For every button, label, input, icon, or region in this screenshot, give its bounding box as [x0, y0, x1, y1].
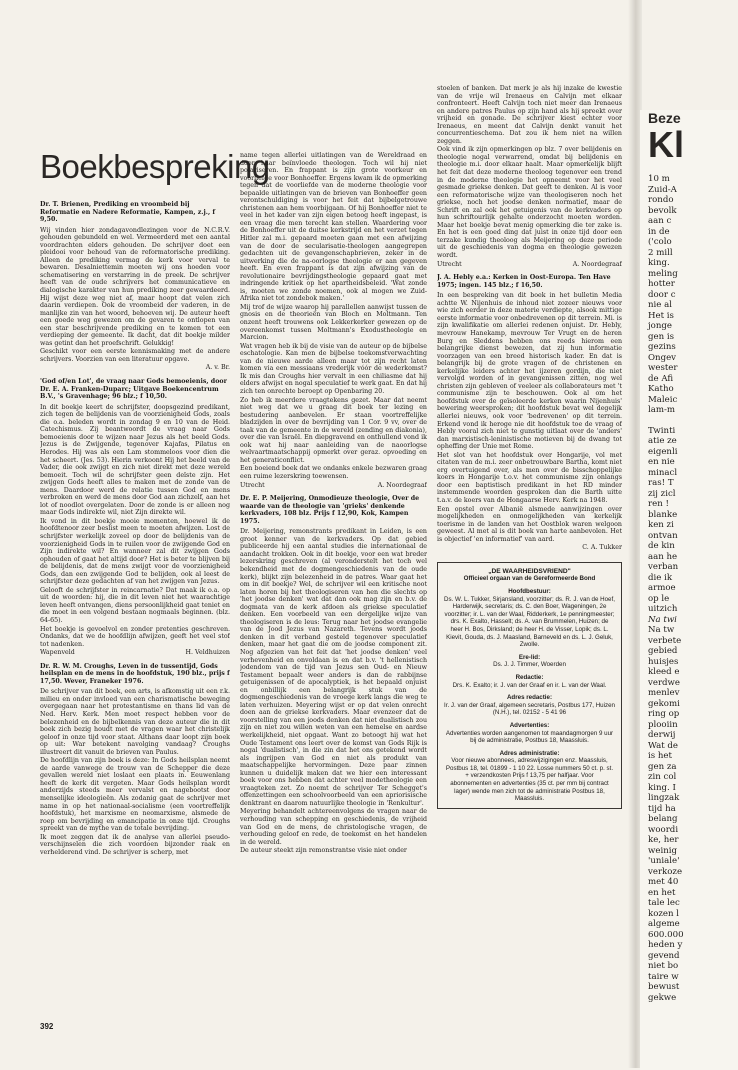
adjacent-text-line: verban: [648, 562, 679, 572]
adjacent-text-line: verbete: [648, 635, 682, 646]
paragraph: Geschikt voor een eerste kennismaking met de andere schrijvers. Voorzien van een literatuur opgave.: [40, 348, 230, 363]
paragraph: Dr. Meijering, remonstrants predikant in Leiden, is een groot kenner van de kerkvaders. Op dat gebied publiceerde hij een aantal studies die internationaal de aandacht trokken. Ook in dit boekje, voor een wat breder lezerskring geschreven (al veronderstelt het toch wel bekendheid met de dogmengeschiedenis van de oude kerk), blijkt zijn belezenheid in de patres. Waar gaat het om in dit boekje? Wel, de schrijver wil een kritische noot laten horen bij het theologiseren van hen die slechts op 'het joodse denken' wat dat dan ook mag zijn en b.v. de dogmata van de kerk afdoen als griekse speculatief denken. Een voorbeeld van een dergelijke wijze van theologiseren is de leus: Terug naar het joodse evangelie van de Jood Jezus van Nazareth. Tevens wordt joods denken in dit verband gesteld tegenover speculatief denken, maar het gaat die om de joodse component zit. Nog afgezien van het feit dat 'het joodse denken' veel verhevenheid en onvoldaan is en dat b.v. 't hellenistisch jodendom van de tijd van Jezus sen Oud- en Nieuw Testament bepaalt weer anders is dan de rabbijnse getuigenissen of de apocalyptiek, is het bepaald onjuist en onbillijk een belangrijk stuk van de dogmengeschiedenis van de vroege kerk langs die weg te laten verhuizen. Meyering wijst er op dat velen onrecht doen aan de griekse kerkvaders. Maar evenzeer dat de voorstelling van een joods denken dat niet dualistisch zou zijn en niet zou willen weten van een hemelse en aardse werkelijkheid, niet opgaat. Want zo betoogt hij wat het Oude Testament ons leert over de komst van Gods Rijk is nogal 'dualistisch', in die zin dat het ons getekend wordt als ingrijpen van God en niet als produkt van maatschappelijke hervormingen. Deze paar zinnen kunnen u duidelijk maken dat we hier een interessant boek voor ons hebben dat achter veel modetheologie een vraagteken zet. Zo noemt de schrijver Ter Schegget's offenzettingen een schoolvoorbeeld van een apriorisische denktrant en daarom natuurlijke theologie in 'Renkultur'.: [240, 528, 427, 807]
adjacent-text-line: aan c: [648, 216, 672, 226]
adjacent-text-line: ras! T: [648, 478, 674, 488]
adjacent-text-line: menlev: [648, 688, 680, 698]
adjacent-text-line: plooiin: [648, 719, 678, 730]
paragraph: Mij trof de wijze waarop hij parallellen aanwijst tussen de gnosis en de theorieën van Bloch en Moltmann. Ten onzent heeft trouwens ook Lekkerkerker gewezen op de overeenkomst tussen Moltmann's Exodustheologie en Marcion.: [240, 303, 427, 342]
paragraph: Ik vond in dit boekje mooie momenten, hoewel ik de hoofdtenoor zeer beslist meen te moeten afwijzen. Lost de schrijfster werkelijk zoveel op door de belijdenis van de voorzienigheid Gods in te ruilen voor de zwijgende God en Zijn indirekte wil? En wanneer zal dit zwijgen Gods ophouden of gaat het altijd door? Het is beter te blijven bij de belijdenis, dat de mens zwijgt voor de voorzienigheid Gods, dan een zwijgende God te belijden, ook al leest de schrijfster deze gedachten af van het zwijgen van Jezus.: [40, 517, 230, 586]
adjacent-text-line: armoe: [648, 583, 676, 593]
review-heading: Dr. R. W. M. Croughs, Leven in de tussentijd, Gods heilsplan en de mens in de hoofdstuk, 190 blz., prijs f 17,50. Wever, Franeker 1976.: [40, 662, 230, 685]
section-masthead: Boekbespreking: [40, 148, 270, 185]
paragraph: Een opstel over Albanië alsmede aanwijzingen over mogelijkheden en onmogelijkheden van kerkelijk toerisme in de landen van het Oostblok waren welgoon geweest. Al met al is dit boek van harte aanbevolen. Het is objectief 'en informatief' van aard.: [437, 505, 622, 543]
adjacent-text-line: en nie: [648, 457, 675, 467]
adjacent-text-line: tijd ha: [648, 803, 676, 814]
adjacent-text-line: huisjes: [648, 656, 679, 667]
adjacent-text-line: ring op: [648, 709, 680, 719]
paragraph: De schrijver van dit boek, een arts, is afkomstig uit een r.k. milieu en onder invloed van een charismatische beweging overgegaan naar het protestantisme en thans lid van de Ned. Herv. Kerk. Men moet respect hebben voor de belezenheid en de bijbelkennis van deze auteur die in dit boek zich bezig houdt met de vragen waar het christelijk geloof in onze tijd voor staat. Althans daar loopt zijn boek op uit: War betekent navolging vandaag? Croughs illustreert dit vanuit de brieven van Paulus.: [40, 688, 230, 756]
adjacent-text-line: lingzak: [648, 793, 680, 803]
review-heading: Dr. E. P. Meijering, Onmodieuze theologie, Over de waarde van de theologie van 'grieks' denkende kerkvaders, 108 blz. Prijs f 12,90, Kok, Kampen 1975.: [240, 495, 420, 525]
reviewer-signature: H. Veldhuizen: [185, 649, 230, 657]
adjacent-text-line: in de: [648, 226, 670, 237]
adjacent-text-line: zin col: [648, 772, 677, 782]
adjacent-text-line: 10 m: [648, 174, 670, 184]
column-2: [240, 152, 427, 1042]
adjacent-text-line: atie ze: [648, 436, 677, 446]
adjacent-text-line: gekomi: [648, 698, 680, 709]
adjacent-page-kicker: Beze: [648, 110, 681, 126]
paragraph: In dit boekje keert de schrijfster, doopsgezind predikant, zich tegen de belijdenis van de voorzienigheid Gods, zoals die o.a. beleden wordt in zondag 9 en 10 van de Heid. Catechismus. Zij beantwoordt de vraag naar Gods bemoeienis door te wijzen naar Jezus als het beeld Gods. Jezus is de Zwijgende, tegenover Kajafas, Pilatus en Herodes. Hij was als een Lam stommeloos voor dien die het scheert. (Jes. 53). Hierin verkoont Hij het beeld van de Vader, die ook zwijgt en zich niet direkt met deze wereld bemoeit. Toch wil de schrijfster geen deïste zijn. Het zwijgen Gods heeft alles te maken met de zonde van de mens. Daardoor werd de relatie tussen God en mens verbroken en werd de mens door God aan zichzelf, aan het lot of noodlot overgelaten. Door de zonde is er alleen nog maar Gods indirekte wil, niet Zijn direkte wil.: [40, 403, 230, 517]
adjacent-text-line: aan he: [648, 551, 678, 562]
colophon-section-text: Ir. J. van der Graaf, algemeen secretaris, Postbus 177, Huizen (N.H.), tel. 02152 - 5 41 96: [444, 701, 615, 717]
adjacent-text-line: kleed e: [648, 667, 680, 677]
adjacent-text-line: door c: [648, 289, 676, 300]
adjacent-text-line: bevolk: [648, 205, 677, 216]
adjacent-text-line: 2 mill: [648, 247, 673, 258]
colophon-section-text: Ds. J. J. Timmer, Woerden: [493, 661, 566, 669]
column-3: [437, 85, 622, 1035]
adjacent-text-line: meling: [648, 268, 678, 279]
adjacent-text-line: verkoze: [648, 866, 683, 877]
adjacent-text-line: ren !: [648, 499, 669, 509]
adjacent-text-line: en het: [648, 887, 676, 898]
adjacent-text-line: belang: [648, 814, 678, 824]
adjacent-text-line: Wat de: [648, 740, 678, 751]
colophon-section-text: Ds. W. L. Tukker, Sirjansland, voorzitter; ds. R. J. van de Hoef, Harderwijk, secretaris; ds. C. den Boer, Wageningen, 2e voorzitter; ir. L. van der Waal, Ridderkerk, 1e penningmeester; drs. K. Exalto, Hasselt; ds. A. van Brummelen, Huizen; de heer H. Bos, Dirksland; de heer H. de Visser, Lopik; ds. L. Kievit, Gouda, ds. J. Maasland, Barneveld en ds. L. J. Geluk, Zwolle.: [444, 595, 615, 649]
adjacent-text-line: hotter: [648, 279, 675, 289]
paragraph: In een bespreking van dit boek in het bulletin Media achtte W. Nijenhuis de inhoud niet zozeer nieuws voor wie zich eerder in deze materie verdiepte, alsook mittige eerste informatie voor onbedrevenen op dit terrein. Mi. is zijn kwalifikatie om allerlei redenen onjuist. Dr. Hebly, mevrouw Hanekamp, mevrouw Ter Vrugt en de heren Burg en Sleddens hebben ons reeds hierom een belangrijke dienst bewezen, dat zij hun informatie voorzagen van een breed historisch kader. En dat is belangrijk bij de grote vragen of de christenen en kerkelijke leiders achter het ijzeren gordijn, die niet vervolgd worden of in gevangenissen zitten, nog wel christen zijn gebleven of veeleer als collaborateurs met 't communisme zijn te beschouwen. Ook al om het hoofdstuk over de geïsoleerde kerken waarin Nijenhuis' bewering weersproken; dit hoofdstuk bevat wel degelijk allerlei nieuws, ook voor 'bedrevenen' op dit terrein. Erkend vond ik heroge nie dit hoofdstuk toe de vraag of Hebly vooral zich niet te gunstig uitlaat over de 'anders' dan marxistisch-leninistische motieven bij de dwang tot opheffing der Unie met Rome.: [437, 292, 622, 451]
adjacent-text-line: die ik: [648, 572, 673, 583]
paragraph: Gelooft de schrijfster in reincarnatie? Dat maak ik o.a. op uit de woorden: hij, die in dit leven niet het waarachtige leven heeft ontvangen, diens persoonlijkheid gaat teniet en die moet in een volgend bestaan nogmaals beginnen. (blz. 64-65).: [40, 586, 230, 624]
adjacent-text-line: zij zicl: [648, 488, 676, 499]
adjacent-text-line: king. I: [648, 782, 676, 793]
adjacent-page-column: [640, 110, 738, 1070]
adjacent-text-line: gezins: [648, 342, 676, 352]
adjacent-text-line: blanke: [648, 509, 678, 520]
colophon-section-heading: Adres administratie:: [499, 749, 560, 757]
reviewer-signature: A. v. Br.: [205, 364, 230, 372]
reviewer-signature: A. Noordegraaf: [377, 481, 427, 489]
adjacent-text-line: gen is: [648, 331, 675, 342]
adjacent-text-line: de Afi: [648, 373, 674, 384]
adjacent-text-line: niet bo: [648, 961, 679, 971]
paragraph: Wij vinden hier zondagavondlezingen voor de N.C.R.V. gehouden gebundeld en wel. Vermeerderd met een aantal voordrachten elders gehouden. De schrijver doet een pleidooi voor behoud van de reformatorische prediking. Alleen de prediking vermag de kerk voor verval te bewaren. Desalniettemin moeten wij ons hoeden voor schematisering en verstarring in de preek. De schrijver heeft van de oude schrijvers het communicatieve en dialogische karakter van hun prediking zeer gewaardeerd. Hij wijst deze weg niet af, maar hoopt dat velen zich daarin verdiepen. Ook de vroombeid der vaderen, in de manlijke zin van het woord, behoeven wij. De auteur heeft een goede weg gewezen om de gevaren te ontlopen van een star beschrijvende prediking en te komen tot een verdieping der gemeente. Ik dacht, dat dit boekje milder was getint dan het proefschrift. Gelukkig!: [40, 226, 230, 347]
adjacent-text-line: nie al: [648, 300, 672, 310]
adjacent-text-line: woordi: [648, 824, 679, 835]
paragraph: Het slot van het hoofdstuk over Hongarije, vol met citaten van de m.i. zeer onbetrouwbare Bartha, komt niet erg overtuigend over, als men over de bisschoppelijke koers in Hongarije t.o.v. het communisme zijn onlangs door een baptistisch predikant in het RD minder instemmende woorden gesproken dan die Barth uitte t.a.v. de koers van de Hongaarse Herv. Kerk na 1948.: [437, 451, 622, 504]
colophon-section-heading: Advertenties:: [509, 721, 550, 729]
adjacent-text-line: gen za: [648, 761, 677, 772]
adjacent-text-line: ('colo: [648, 237, 672, 247]
adjacent-page-text: [648, 174, 738, 1003]
paragraph: name tegen allerlei uitlatingen van de Wereldraad en door haar beïnvloede theologen. Toch wil hij niet polariseren. En frappant is zijn grote voorkeur en voorliefde voor Bonhoeffer. Ergens kwam ik de opmerking tegen dat de voorliefde van de moderne theologie voor bepaalde uitlatingen van de brieven van Bonhoeffer geen verontschuldiging is voor het feit dat bijbelgetrouwe christenen aan hem voorbijgaan. Of hij Bonhoeffer niet te veel in het kader van zijn eigen betoog heeft ingepast, is een vraag die men terecht kan stellen. Waardering voor de Bonhoeffer uit de duitse kerkstrijd en het verzet tegen Hitler zal m.i. gepaard moeten gaan met een afwijzing van de door de secularisatie-theologen aangegrepen gedachten uit de gevangenschapbrieven, zeker in de uitwerking die de na-oorlogse theologie er aan gegeven heeft. En even frappant is dat zijn afwijzing van de revolutionaire bevrijdingstheologie gepaard gaat met indringende kritiek op het apartheidsbeleid. 'Wat zonde is, moeten we zonde noemen, ook al mogen we Zuid-Afrika niet tot zondebok maken.': [240, 152, 427, 303]
reviewer-signature: A. Noordegraaf: [572, 260, 622, 268]
adjacent-text-line: uitzich: [648, 604, 678, 614]
colophon-box: [437, 562, 622, 809]
paragraph: Het boekje is gevoelvol en zonder pretenties geschreven. Ondanks, dat we de hoofdlijn afwijzen, geeft het veel stof tot nadenken.: [40, 625, 230, 648]
adjacent-text-line: derwij: [648, 730, 676, 740]
page-number: 392: [40, 1022, 54, 1031]
colophon-section-heading: Ere-lid:: [518, 653, 541, 661]
column-1: [40, 197, 230, 995]
adjacent-text-line: 'uniale': [648, 856, 680, 866]
adjacent-text-line: Zuid-A: [648, 184, 677, 195]
adjacent-text-line: weinig: [648, 845, 677, 856]
adjacent-text-line: gebied: [648, 646, 678, 656]
review-heading: Dr. T. Brienen, Prediking en vroombeid bij Reformatie en Nadere Reformatie, Kampen, z.j., f 9,50.: [40, 201, 216, 224]
paragraph: Een boeiend boek dat we ondanks enkele bezwaren graag een ruime lezerskring toewensen.: [240, 465, 427, 480]
colophon-title: „DE WAARHEIDSVRIEND": [488, 567, 571, 575]
colophon-section-text: Drs. K. Exalto; ir. J. van der Graaf en ir. L. van der Waal.: [452, 681, 607, 689]
paragraph: Zo heb ik meerdere vraagtekens gezet. Maar dat neemt niet weg dat we u graag dit boek ter lezing en bestudering aanbevelen. Er staan voortreffelijke bladzijden in over de bevrijding van 1 Cor. 9 vv, over de taak van de gemeente in de wereld (zending en diakonia), over die van Israël. En diepgravend en onthullend vond ik ook wat hij naar aanleiding van de naoorlogse welvaartmaatschappij opmerkt over geraz. opvoeding en het generaticonflict.: [240, 396, 427, 464]
paragraph: stoelen of banken. Dat merk je als hij inzake de kwestie van de vrije wil Irenaeus en Calvijn met elkaar confronteert. Heeft Calvijn toch niet meer dan Irenaeus en andere patres Paulus op zijn hand als hij spreekt over vrijheid en gonade. De schrijver kiest echter voor Irenaeus, en meent dat Calvijn denkt vanuit het concurrentieschema. Dat zou ik hem niet na willen zeggen.: [437, 85, 622, 145]
colophon-section-heading: Redactie:: [515, 673, 544, 681]
adjacent-text-line: bewust: [648, 982, 680, 992]
paragraph: Wat vragen heb ik bij de visie van de auteur op de bijbelse eschatologie. Kan men de bijbelse toekomstverwachting van de nieuwe aarde alleen maar tot zijn recht laten komen via een messiaans vrederijk vóór de wederkomst? Ik mis dan Croughs hier vervalt in een chiliasme dat hij elders afwijst en nogal speculatief te werk gaat. En dat hij zich ten onrechte beroept op Openbaring 20.: [240, 342, 427, 395]
adjacent-text-line: [648, 416, 738, 426]
adjacent-text-line: king.: [648, 258, 670, 268]
adjacent-text-line: is het: [648, 751, 672, 761]
adjacent-text-line: op le: [648, 593, 670, 604]
adjacent-text-line: kozen l: [648, 908, 680, 919]
reviewer-signature: C. A. Tukker: [582, 544, 622, 552]
adjacent-text-line: algeme: [648, 919, 680, 929]
adjacent-text-line: eigenli: [648, 446, 678, 457]
colophon-section-heading: Hoofdbestuur:: [508, 588, 551, 595]
colophon-section-text: Voor nieuwe abonnees, adreswijzigingen enz. Maassluis, Postbus 18, tel. 01899 - 1 10 22. Losse nummers 50 ct. p. st. + verzendkosten Prijs f 13,75 per halfjaar. Voor abonnementen en advertenties (35 ct. per mm bij contract lager) wende men zich tot de administratie Postbus 18, Maassluis.: [445, 757, 614, 803]
adjacent-text-line: Na twi: [648, 614, 677, 625]
adjacent-text-line: Ongev: [648, 352, 677, 363]
paragraph: De hoofdlijn van zijn boek is deze: In Gods heilsplan neemt de aarde vanwege de trouw van de Schepper die deze gevallen wereld niet loslaat een plaats in. Eeuwenlang heeft de kerk dit vergeten. Maar Gods heilsplan wordt anderzijds steeds meer vervalst en nagebootst door menselijke ideologieën. Als zodanig gaat de schrijver met name in op het nationaal-socialisme (een voortreffelijk hoofdstuk), het marxisme en neomarxisme, alsmede de roep om bevrijding en emancipatie in onze tijd. Croughs spreekt van de mythe van de totale bevrijding.: [40, 757, 230, 833]
paragraph: Ook vind ik zijn opmerkingen op blz. 7 over belijdenis en theologie nogal verwarrend, omdat bij belijdenis en theologie m.i. door elkaar haalt. Maar opmerkelijk blijft het feit dat deze moderne theoloog tegenover een trend in de moderne theologie het opneemt voor het veel gesmade griekse denken. Dat geeft te denken. Al is voor een reformatorische wijze van theologiseren noch het griekse, noch het joodse denken normatief, maar de Schrift en zal ook het getuigenis van de kerkvaders op hun schriftourlijk gehalte onderzocht moeten worden. Maar het boekje bevat menig opmerking die ter zake is. En het is een goed ding dat juist in onze tijd door een terzake kundig theoloog als Meijering op deze periode uit de geschiedenis van dogma en theologie gewezen wordt.: [437, 146, 622, 260]
colophon-subtitle: Officieel orgaan van de Gereformeerde Bond: [463, 575, 596, 583]
adjacent-text-line: rondo: [648, 195, 674, 205]
adjacent-text-line: tale lec: [648, 898, 680, 908]
adjacent-text-line: gekwe: [648, 992, 677, 1003]
adjacent-text-line: Na tw: [648, 625, 675, 635]
adjacent-text-line: 600.000: [648, 929, 684, 940]
signature-place: Utrecht: [437, 260, 462, 268]
adjacent-text-line: ontvan: [648, 530, 678, 541]
adjacent-text-line: Twinti: [648, 425, 676, 436]
review-heading: J. A. Hebly e.a.: Kerken in Oost-Europa. Ten Have 1975; ingen. 145 blz.; f 16,50.: [437, 274, 611, 289]
adjacent-text-line: met 40: [648, 877, 679, 887]
review-heading: 'God of/en Lot', de vraag naar Gods bemoeienis, door Dr. E. A. Franken-Duparc; Uitgave Boekencentrum B.V., 's Gravenhage; 96 blz.; f 10,50.: [40, 378, 227, 401]
colophon-section-heading: Adres redactie:: [506, 694, 553, 702]
adjacent-text-line: minacl: [648, 467, 678, 478]
colophon-section-text: Advertenties worden aangenomen tot maandagmorgen 9 uur bij de administratie, Postbus 18, Maassluis.: [445, 729, 614, 745]
adjacent-text-line: Het is: [648, 310, 674, 321]
signature-place: Utrecht: [240, 481, 265, 489]
paragraph: Meyering behandelt achtereenvolgens de vragen naar de verhouding van schepping en geschiedenis, de vrijheid van God en de mens, de christologische vragen, de verhouding geloof en rede, de toekomst en het handelen in de wereld.: [240, 808, 427, 846]
adjacent-text-line: ken zi: [648, 520, 674, 530]
adjacent-text-line: de kin: [648, 541, 675, 551]
adjacent-text-line: gevend: [648, 950, 680, 961]
adjacent-page-headline: Kl: [648, 124, 684, 165]
adjacent-text-line: Katho: [648, 384, 674, 394]
adjacent-text-line: ke, her: [648, 835, 679, 845]
paragraph: Ik moet zeggen dat ik de analyse van allerlei pseudo-verschijnselen die zich voordoen bijzonder raak en verhelderend vind. De schrijver is scherp, met: [40, 833, 230, 856]
adjacent-text-line: wester: [648, 363, 678, 373]
adjacent-text-line: heden y: [648, 940, 683, 950]
signature-place: Wapenveld: [40, 649, 75, 657]
adjacent-text-line: Maleic: [648, 394, 678, 405]
adjacent-text-line: taire w: [648, 971, 679, 982]
paragraph: De auteur steekt zijn remonstrantse visie niet onder: [240, 847, 407, 855]
adjacent-text-line: verdwe: [648, 677, 680, 688]
adjacent-text-line: jonge: [648, 321, 672, 331]
adjacent-text-line: lam-m: [648, 405, 676, 415]
